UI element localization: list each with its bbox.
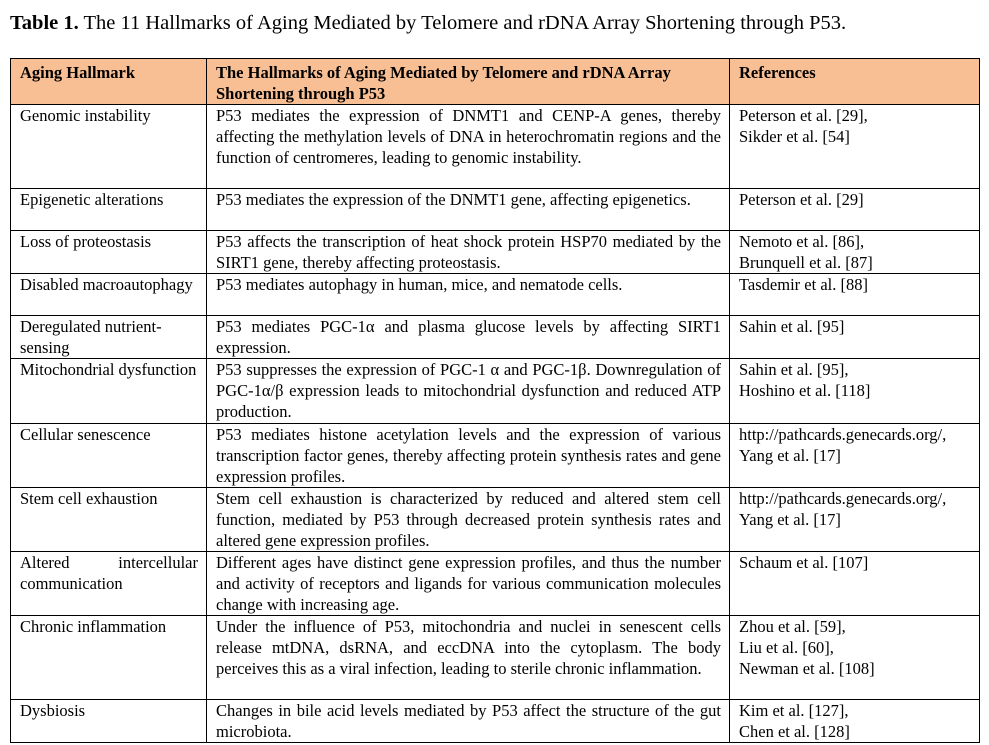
table-row — [11, 359, 980, 424]
hallmarks-table — [10, 58, 980, 743]
hallmark-cell: Dysbiosis — [11, 700, 207, 743]
reference-entry: Kim et al. [127], — [739, 701, 849, 720]
reference-entry: Chen et al. [128] — [739, 722, 850, 741]
hallmark-cell — [11, 552, 207, 616]
references-cell — [730, 552, 980, 616]
reference-entry: Yang et al. [17] — [739, 510, 841, 529]
reference-entry: http://pathcards.genecards.org/, — [739, 489, 947, 508]
reference-entry: Brunquell et al. [87] — [739, 253, 873, 272]
references-cell — [730, 189, 980, 231]
references-cell — [730, 316, 980, 359]
description-cell: P53 mediates the expression of DNMT1 and CENP-A genes, thereby affecting the methylation levels of DNA in heterochromatin regions and the function of centromeres, leading to genomic instability. — [207, 105, 730, 189]
table-row — [11, 105, 980, 189]
caption-label: Table 1. — [10, 12, 79, 34]
table-row — [11, 552, 980, 616]
description-cell: P53 mediates autophagy in human, mice, and nematode cells. — [207, 274, 730, 316]
references-cell — [730, 700, 980, 743]
hallmark-label: Altered intercellular communication — [20, 553, 198, 593]
references-cell — [730, 274, 980, 316]
header-hallmarks-description: The Hallmarks of Aging Mediated by Telomere and rDNA Array Shortening through P53 — [207, 59, 730, 105]
hallmark-cell: Chronic inflammation — [11, 616, 207, 700]
hallmark-cell: Stem cell exhaustion — [11, 488, 207, 552]
header-references: References — [730, 59, 980, 105]
reference-entry: Sahin et al. [95], — [739, 360, 849, 379]
references-cell — [730, 424, 980, 488]
table-row — [11, 488, 980, 552]
description-cell: P53 affects the transcription of heat shock protein HSP70 mediated by the SIRT1 gene, thereby affecting proteostasis. — [207, 231, 730, 274]
references-cell — [730, 616, 980, 700]
hallmark-cell: Cellular senescence — [11, 424, 207, 488]
hallmark-cell: Mitochondrial dysfunction — [11, 359, 207, 424]
hallmark-cell: Genomic instability — [11, 105, 207, 189]
description-cell: P53 mediates the expression of the DNMT1 gene, affecting epigenetics. — [207, 189, 730, 231]
hallmark-cell: Loss of proteostasis — [11, 231, 207, 274]
table-row — [11, 616, 980, 700]
reference-entry: Yang et al. [17] — [739, 446, 841, 465]
description-cell: P53 suppresses the expression of PGC-1 α and PGC-1β. Downregulation of PGC-1α/β expression leads to mitochondrial dysfunction and reduced ATP production. — [207, 359, 730, 424]
table-row — [11, 274, 980, 316]
description-cell: Stem cell exhaustion is characterized by reduced and altered stem cell function, mediated by P53 through decreased protein synthesis rates and altered gene expression profiles. — [207, 488, 730, 552]
description-cell: Different ages have distinct gene expression profiles, and thus the number and activity of receptors and ligands for various communication molecules change with increasing age. — [207, 552, 730, 616]
table-header-row — [11, 59, 980, 105]
reference-entry: Liu et al. [60], — [739, 638, 834, 657]
reference-entry: Schaum et al. [107] — [739, 553, 869, 572]
hallmark-cell: Epigenetic alterations — [11, 189, 207, 231]
reference-entry: http://pathcards.genecards.org/, — [739, 425, 947, 444]
table-row — [11, 231, 980, 274]
references-cell — [730, 105, 980, 189]
reference-entry: Peterson et al. [29] — [739, 190, 864, 209]
table-caption — [10, 10, 980, 36]
description-cell: P53 mediates PGC-1α and plasma glucose levels by affecting SIRT1 expression. — [207, 316, 730, 359]
description-cell: P53 mediates histone acetylation levels and the expression of various transcription factor genes, thereby affecting protein synthesis rates and gene expression profiles. — [207, 424, 730, 488]
references-cell — [730, 359, 980, 424]
reference-entry: Newman et al. [108] — [739, 659, 875, 678]
reference-entry: Hoshino et al. [118] — [739, 381, 871, 400]
reference-entry: Zhou et al. [59], — [739, 617, 846, 636]
table-row — [11, 700, 980, 743]
reference-entry: Sahin et al. [95] — [739, 317, 845, 336]
hallmark-cell: Disabled macroautophagy — [11, 274, 207, 316]
reference-entry: Sikder et al. [54] — [739, 127, 850, 146]
references-cell — [730, 231, 980, 274]
reference-entry: Peterson et al. [29], — [739, 106, 868, 125]
table-row — [11, 189, 980, 231]
references-cell — [730, 488, 980, 552]
reference-entry: Nemoto et al. [86], — [739, 232, 865, 251]
table-row — [11, 316, 980, 359]
hallmark-cell: Deregulated nutrient-sensing — [11, 316, 207, 359]
description-cell: Changes in bile acid levels mediated by P53 affect the structure of the gut microbiota. — [207, 700, 730, 743]
reference-entry: Tasdemir et al. [88] — [739, 275, 868, 294]
table-row — [11, 424, 980, 488]
description-cell: Under the influence of P53, mitochondria and nuclei in senescent cells release mtDNA, dsRNA, and eccDNA into the cytoplasm. The body perceives this as a viral infection, leading to sterile chronic inflammation. — [207, 616, 730, 700]
caption-title: The 11 Hallmarks of Aging Mediated by Telomere and rDNA Array Shortening through P53. — [83, 12, 847, 34]
header-aging-hallmark: Aging Hallmark — [11, 59, 207, 105]
